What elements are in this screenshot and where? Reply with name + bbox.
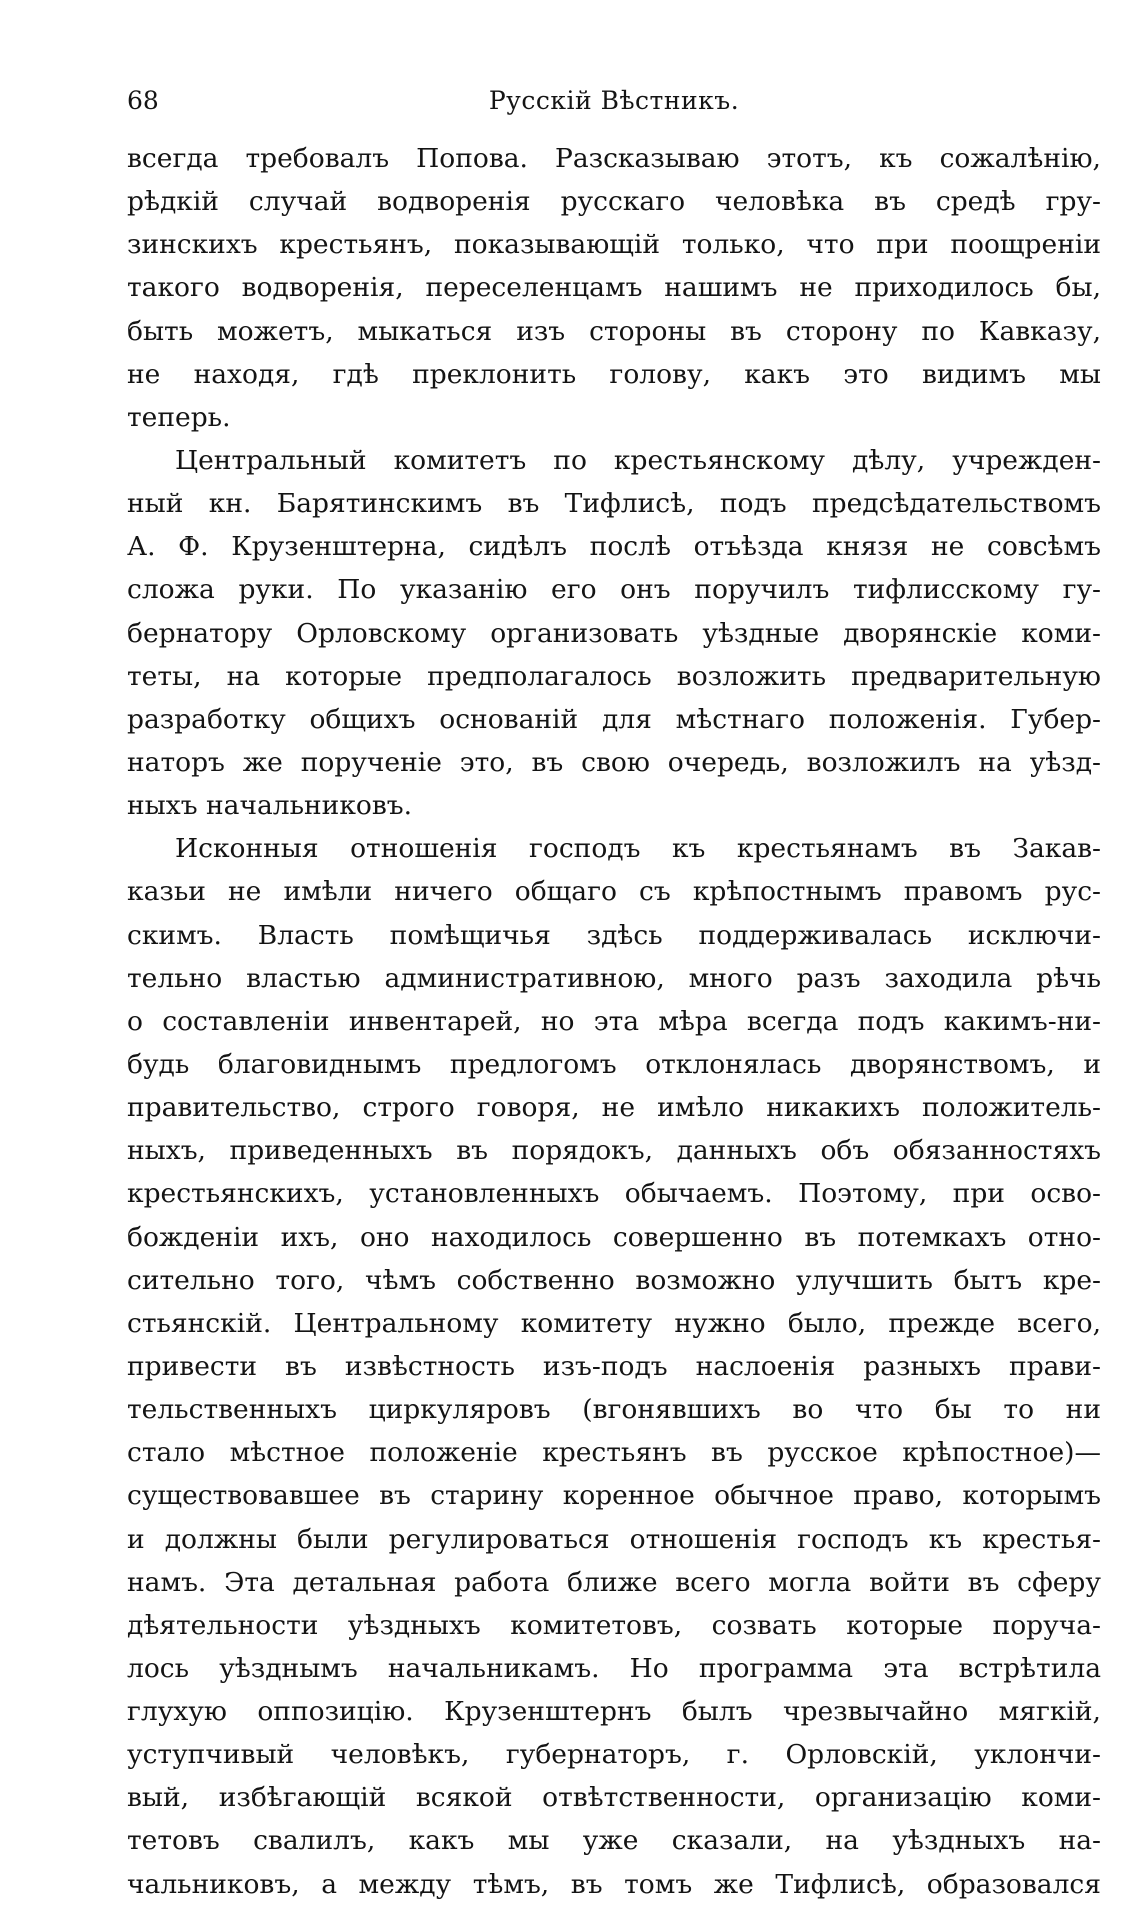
text-line: ныхъ, приведенныхъ въ порядокъ, данныхъ объ обязанностяхъ bbox=[127, 1135, 1101, 1167]
body-text bbox=[127, 137, 1101, 1906]
text-line: чальниковъ, а между тѣмъ, въ томъ же Тифлисѣ, образовался bbox=[127, 1868, 1101, 1900]
text-line: бернатору Орловскому организовать уѣздные дворянскіе коми- bbox=[127, 617, 1101, 649]
text-line: разработку общихъ основаній для мѣстнаго положенія. Губер- bbox=[127, 703, 1101, 735]
text-line: стало мѣстное положеніе крестьянъ въ русское крѣпостное)— bbox=[127, 1437, 1101, 1469]
text-line: намъ. Эта детальная работа ближе всего могла войти въ сферу bbox=[127, 1566, 1101, 1598]
page-number: 68 bbox=[127, 86, 159, 115]
text-line: Исконныя отношенія господъ къ крестьянамъ въ Закав- bbox=[175, 833, 1101, 865]
text-line: такого водворенія, переселенцамъ нашимъ не приходилось бы, bbox=[127, 272, 1101, 304]
text-line: теперь. bbox=[127, 401, 231, 433]
text-line: казьи не имѣли ничего общаго съ крѣпостнымъ правомъ рус- bbox=[127, 876, 1101, 908]
text-line: тетовъ свалилъ, какъ мы уже сказали, на уѣздныхъ на- bbox=[127, 1825, 1101, 1857]
text-line: теты, на которые предполагалось возложить предварительную bbox=[127, 660, 1101, 692]
text-line: ныхъ начальниковъ. bbox=[127, 790, 413, 822]
text-line: рѣдкій случай водворенія русскаго человѣка въ средѣ гру- bbox=[127, 186, 1101, 218]
text-line: тельственныхъ циркуляровъ (вгонявшихъ во что бы то ни bbox=[127, 1394, 1101, 1426]
text-line: скимъ. Власть помѣщичья здѣсь поддерживалась исключи- bbox=[127, 919, 1101, 951]
text-line: правительство, строго говоря, не имѣло никакихъ положитель- bbox=[127, 1092, 1101, 1124]
text-line: сительно того, чѣмъ собственно возможно улучшить бытъ кре- bbox=[127, 1264, 1101, 1296]
text-line: всегда требовалъ Попова. Разсказываю этотъ, къ сожалѣнію, bbox=[127, 143, 1101, 174]
text-line: уступчивый человѣкъ, губернаторъ, г. Орловскій, уклончи- bbox=[127, 1739, 1101, 1771]
text-line: глухую оппозицію. Крузенштернъ былъ чрезвычайно мягкій, bbox=[127, 1696, 1101, 1728]
page-header bbox=[127, 84, 1101, 124]
text-line: зинскихъ крестьянъ, показывающій только, что при поощреніи bbox=[127, 229, 1101, 261]
text-line: стьянскій. Центральному комитету нужно было, прежде всего, bbox=[127, 1307, 1101, 1339]
text-line: вый, избѣгающій всякой отвѣтственности, организацію коми- bbox=[127, 1782, 1101, 1814]
text-line: быть можетъ, мыкаться изъ стороны въ сторону по Кавказу, bbox=[127, 315, 1101, 347]
text-line: о составленіи инвентарей, но эта мѣра всегда подъ какимъ-ни- bbox=[127, 1005, 1101, 1037]
text-line: сложа руки. По указанію его онъ поручилъ тифлисскому гу- bbox=[127, 574, 1101, 606]
text-line: дѣятельности уѣздныхъ комитетовъ, созвать которые поруча- bbox=[127, 1609, 1101, 1641]
text-line: будь благовиднымъ предлогомъ отклонялась дворянствомъ, и bbox=[127, 1048, 1101, 1080]
text-line: не находя, гдѣ преклонить голову, какъ это видимъ мы bbox=[127, 358, 1101, 390]
text-line: А. Ф. Крузенштерна, сидѣлъ послѣ отъѣзда князя не совсѣмъ bbox=[127, 531, 1101, 563]
text-line: привести въ извѣстность изъ-подъ наслоенія разныхъ прави- bbox=[127, 1350, 1101, 1382]
text-line: божденіи ихъ, оно находилось совершенно въ потемкахъ отно- bbox=[127, 1221, 1101, 1253]
text-line: тельно властью административною, много разъ заходила рѣчь bbox=[127, 962, 1101, 994]
text-line: ный кн. Барятинскимъ въ Тифлисѣ, подъ предсѣдательствомъ bbox=[127, 488, 1101, 520]
text-line: и должны были регулироваться отношенія господъ къ крестья- bbox=[127, 1523, 1101, 1555]
text-line: крестьянскихъ, установленныхъ обычаемъ. Поэтому, при осво- bbox=[127, 1178, 1101, 1210]
running-title: Русскій Вѣстникъ. bbox=[488, 86, 740, 115]
text-line: лось уѣзднымъ начальникамъ. Но программа эта встрѣтила bbox=[127, 1652, 1101, 1684]
text-line: наторъ же порученіе это, въ свою очередь, возложилъ на уѣзд- bbox=[127, 746, 1101, 778]
text-line: существовавшее въ старину коренное обычное право, которымъ bbox=[127, 1480, 1101, 1512]
text-line: Центральный комитетъ по крестьянскому дѣлу, учрежден- bbox=[175, 444, 1101, 476]
